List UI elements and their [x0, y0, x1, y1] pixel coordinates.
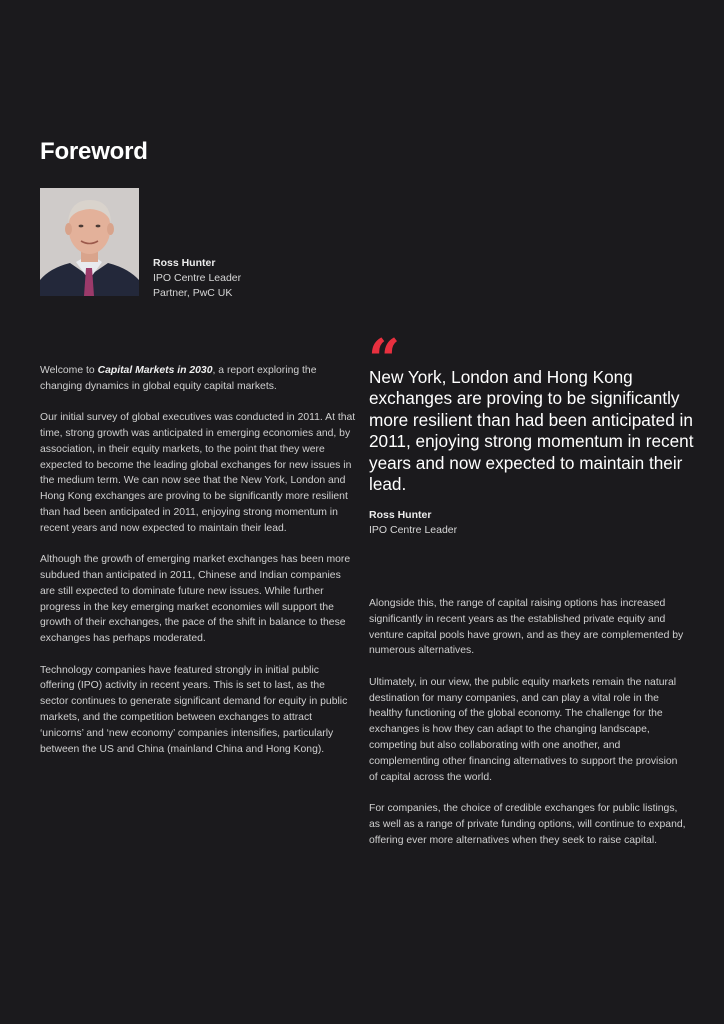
body-paragraph: For companies, the choice of credible exchanges for public listings, as well as a range of private funding options, will continue to expand, offering ever more alternatives when they seek to raise capital.: [369, 802, 686, 846]
body-paragraph: Our initial survey of global executives was conducted in 2011. At that time, strong growth was anticipated in emerging economies and, by association, in their equity markets, to the point that they were expected to become the leading global exchanges for new issues in the medium term. We can now see that the New York, London and Hong Kong exchanges are proving to be significantly more resilient than had been anticipated in 2011, enjoying strong momentum in recent years and now expected to maintain their lead.: [40, 412, 356, 534]
author-portrait: [40, 188, 139, 296]
body-paragraph: Technology companies have featured strongly in initial public offering (IPO) activity in recent years. This is set to last, as the sector continues to generate significant demand for equity in public markets, and the competition between exchanges to attract ‘unicorns’ and ‘new economy’ companies intensifies, particularly between the US and China (mainland China and Hong Kong).: [40, 664, 348, 755]
portrait-image: [40, 188, 139, 296]
intro-paragraph: [40, 363, 356, 395]
quote-attribution-role: IPO Centre Leader: [369, 524, 458, 536]
right-column: [369, 596, 687, 864]
quote-attribution-name: Ross Hunter: [369, 509, 432, 521]
left-column: [40, 363, 356, 773]
quote-attribution: [369, 508, 457, 538]
pull-quote: New York, London and Hong Kong exchanges are proving to be significantly more resilient than had been anticipated in 2011, enjoying strong momentum in recent years and now expected to maintain their lead.: [369, 367, 694, 495]
author-position: Partner, PwC UK: [153, 287, 233, 299]
page-title: Foreword: [40, 138, 148, 165]
body-paragraph: Ultimately, in our view, the public equity markets remain the natural destination for many companies, and can play a vital role in the healthy functioning of the global economy. The challenge for the exchanges is how they can adapt to the changing landscape, competing but also collaborating with one another, and complementing other financing alternatives to support the provision of capital across the world.: [369, 676, 678, 783]
intro-prefix: Welcome to: [40, 365, 98, 376]
author-info: [153, 256, 241, 301]
report-title: Capital Markets in 2030: [97, 365, 213, 376]
body-paragraph: Alongside this, the range of capital raising options has increased significantly in recent years as the established private equity and venture capital pools have grown, and as they are complemented by numerous alternatives.: [369, 598, 684, 657]
intro-suffix: , a report exploring the changing dynamics in global equity capital markets.: [40, 365, 317, 392]
quote-mark-icon: “: [368, 327, 401, 393]
author-name: Ross Hunter: [153, 257, 216, 269]
body-paragraph: Although the growth of emerging market exchanges has been more subdued than anticipated in 2011, Chinese and Indian companies are still expected to dominate future new issues. While further progress in the key emerging market economies will support the growth of their exchanges, the pace of the shift in balance to these exchanges has perhaps moderated.: [40, 554, 351, 645]
author-role: IPO Centre Leader: [153, 272, 242, 284]
